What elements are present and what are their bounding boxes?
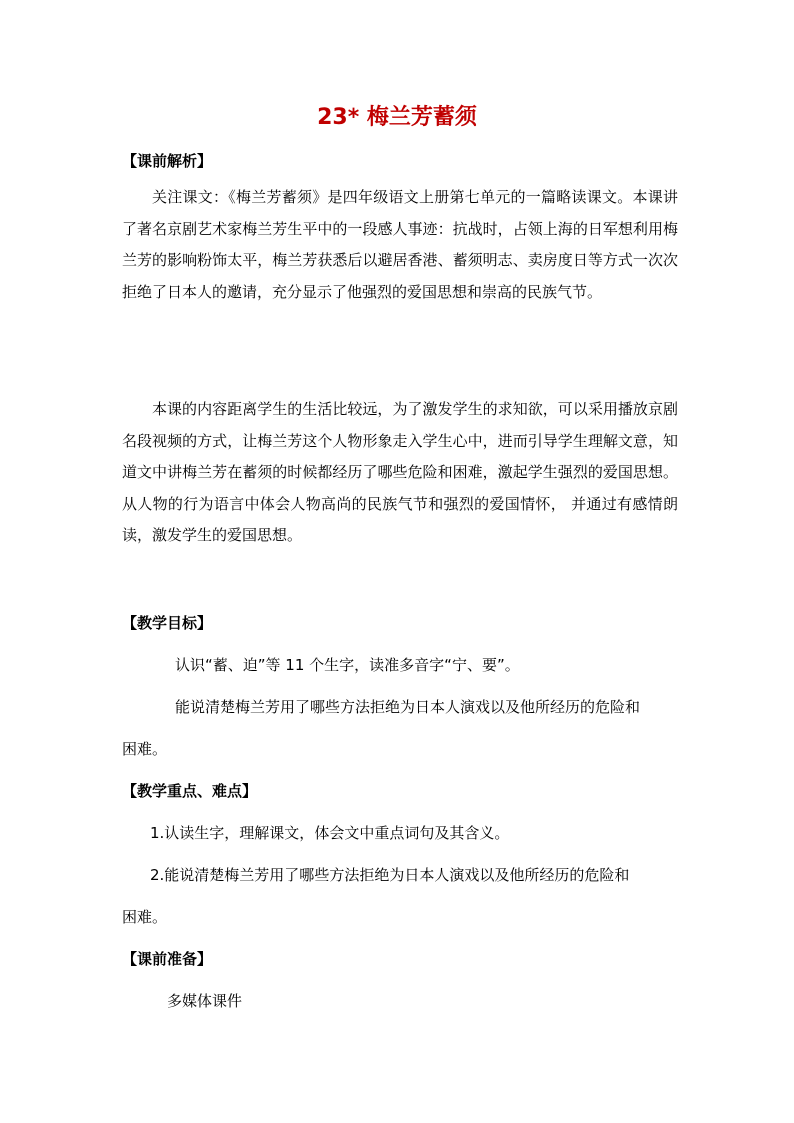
keypoint-item-1: 1.认读生字，理解课文，体会文中重点词句及其含义。: [150, 824, 510, 842]
goal-item-2-line-2: 困难。: [122, 740, 168, 758]
prep-item-1: 多媒体课件: [167, 992, 243, 1010]
section-heading-goals: 【教学目标】: [122, 614, 213, 632]
section-heading-prep: 【课前准备】: [122, 950, 213, 968]
goal-item-2-line-1: 能说清楚梅兰芳用了哪些方法拒绝为日本人演戏以及他所经历的危险和: [175, 698, 641, 716]
keypoint-item-2-line-2: 困难。: [122, 908, 168, 926]
analysis-paragraph-2: 本课的内容距离学生的生活比较远，为了激发学生的求知欲，可以采用播放京剧名段视频的方式，让梅兰芳这个人物形象走入学生心中，进而引导学生理解文意，知道文中讲梅兰芳在蓄须的时候都经历了哪些危险和困难，激起学生强烈的爱国思想。从人物的行为语言中体会人物高尚的民族气节和强烈的爱国情怀， 并通过有感情朗读，激发学生的爱国思想。: [122, 400, 678, 544]
section-heading-keypoints: 【教学重点、难点】: [122, 782, 258, 800]
section-heading-analysis: 【课前解析】: [122, 152, 213, 170]
analysis-paragraph-1: 关注课文：《梅兰芳蓄须》是四年级语文上册第七单元的一篇略读课文。本课讲了著名京剧艺术家梅兰芳生平中的一段感人事迹：抗战时，占领上海的日军想利用梅兰芳的影响粉饰太平，梅兰芳获悉后以避居香港、蓄须明志、卖房度日等方式一次次拒绝了日本人的邀请，充分显示了他强烈的爱国思想和崇高的民族气节。: [122, 188, 678, 301]
goal-item-1: 认识“蓄、迫”等 11 个生字，读准多音字“宁、要”。: [175, 656, 520, 674]
document-title: 23* 梅兰芳蓄须: [317, 105, 477, 130]
keypoint-item-2-line-1: 2.能说清楚梅兰芳用了哪些方法拒绝为日本人演戏以及他所经历的危险和: [150, 866, 630, 884]
